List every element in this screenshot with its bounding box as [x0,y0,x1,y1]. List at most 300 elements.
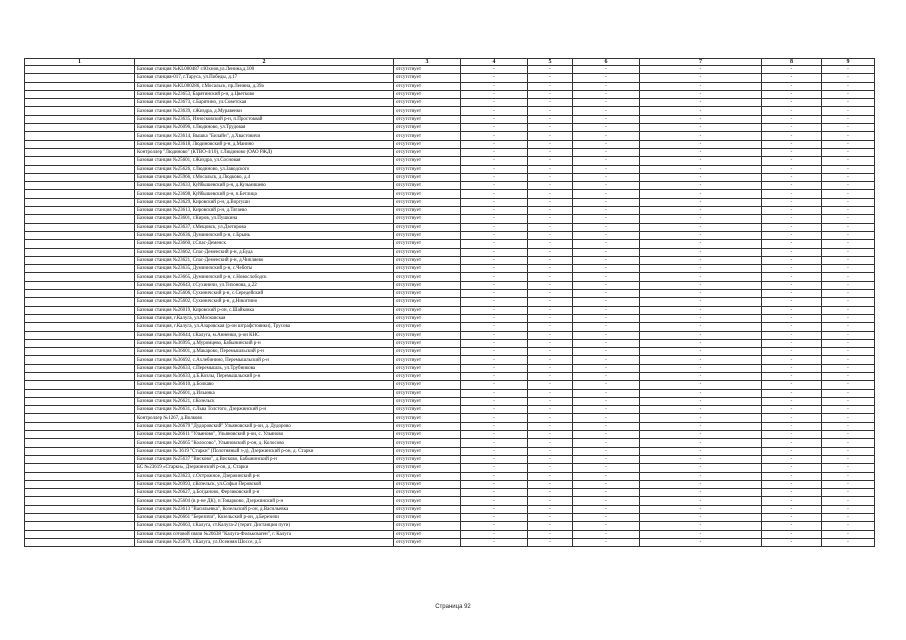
table-cell-col-2: Базовая станция №23618, Людиновский р-н, д.Манино [135,140,394,148]
table-cell-col-5: - [528,240,573,248]
table-cell-col-7: - [640,439,762,447]
table-row [25,124,875,132]
table-row [25,215,875,223]
table-row [25,381,875,389]
table-cell-col-8: - [762,66,822,74]
table-cell-col-7: - [640,455,762,463]
table-cell-col-2: Базовая станция №23660, г.Спас-Деменск [135,240,394,248]
table-cell-col-9: - [822,248,875,256]
table-cell-col-4: - [461,115,528,123]
table-cell-col-5: - [528,389,573,397]
table-cell-col-2: Контроллер "Людиново" (КТВО-4/10), г.Людиново (ОАО РЖД) [135,148,394,156]
table-cell-col-2: Базовая станция №23629, Кировский р-н, д.Воргуши [135,198,394,206]
table-cell-col-9: - [822,381,875,389]
table-cell-col-6: - [573,107,640,115]
table-cell-col-9: - [822,514,875,522]
table-cell-col-1 [25,66,135,74]
column-header-3: 3 [394,59,461,66]
table-cell-col-8: - [762,298,822,306]
table-cell-col-8: - [762,273,822,281]
table-cell-col-5: - [528,514,573,522]
table-cell-col-5: - [528,273,573,281]
table-cell-col-9: - [822,348,875,356]
table-row [25,256,875,264]
table-cell-col-1 [25,497,135,505]
table-cell-col-2: Базовая станция №36633, д.Б.Козлы, Перемышльский р-н [135,372,394,380]
table-cell-col-2: Базовая станция №36601, д.Макарово, Перемышльский р-н [135,348,394,356]
table-row [25,530,875,538]
table-cell-col-5: - [528,323,573,331]
table-cell-col-6: - [573,331,640,339]
table-cell-col-3: отсутствует [394,414,461,422]
column-header-2: 2 [135,59,394,66]
table-row [25,265,875,273]
table-cell-col-6: - [573,414,640,422]
table-cell-col-1 [25,447,135,455]
table-cell-col-4: - [461,124,528,132]
table-cell-col-5: - [528,223,573,231]
table-cell-col-6: - [573,372,640,380]
table-row [25,140,875,148]
table-cell-col-7: - [640,489,762,497]
table-cell-col-4: - [461,406,528,414]
table-cell-col-4: - [461,372,528,380]
table-cell-col-2: Базовая станция №23623, с.Острожное, Дзержинский р-н [135,472,394,480]
table-row [25,132,875,140]
table-cell-col-4: - [461,74,528,82]
table-cell-col-2: Базовая станция №23673, с.Барятино, ул.Советская [135,99,394,107]
table-cell-col-3: отсутствует [394,372,461,380]
table-cell-col-5: - [528,66,573,74]
table-cell-col-6: - [573,306,640,314]
table-cell-col-4: - [461,190,528,198]
table-cell-col-5: - [528,522,573,530]
table-cell-col-1 [25,306,135,314]
table-cell-col-8: - [762,248,822,256]
table-cell-col-9: - [822,439,875,447]
table-cell-col-8: - [762,389,822,397]
table-cell-col-5: - [528,215,573,223]
table-cell-col-3: отсутствует [394,124,461,132]
table-row [25,389,875,397]
table-cell-col-8: - [762,223,822,231]
table-cell-col-4: - [461,472,528,480]
table-cell-col-2: Базовая станция №KL000286, г.Мосальск, пр.Ленина, д.39а [135,82,394,90]
table-cell-col-9: - [822,240,875,248]
table-cell-col-7: - [640,215,762,223]
table-cell-col-7: - [640,140,762,148]
table-cell-col-4: - [461,157,528,165]
table-cell-col-9: - [822,489,875,497]
table-cell-col-9: - [822,281,875,289]
table-cell-col-8: - [762,290,822,298]
table-cell-col-3: отсутствует [394,431,461,439]
table-cell-col-7: - [640,431,762,439]
table-cell-col-9: - [822,314,875,322]
table-cell-col-4: - [461,389,528,397]
table-cell-col-6: - [573,472,640,480]
table-cell-col-4: - [461,82,528,90]
table-cell-col-2: Базовая станция №25637 "Висково", д.Висково, Бабынинский р-н [135,455,394,463]
table-cell-col-1 [25,314,135,322]
table-cell-col-3: отсутствует [394,306,461,314]
table-cell-col-8: - [762,323,822,331]
table-cell-col-9: - [822,223,875,231]
table-cell-col-1 [25,372,135,380]
table-cell-col-4: - [461,356,528,364]
table-cell-col-2: Базовая станция №23633, Куйбышевский р-н, д.Кузьмишево [135,182,394,190]
table-cell-col-8: - [762,381,822,389]
table-cell-col-1 [25,406,135,414]
table-cell-col-1 [25,389,135,397]
table-cell-col-8: - [762,90,822,98]
table-cell-col-5: - [528,497,573,505]
table-cell-col-4: - [461,90,528,98]
table-cell-col-5: - [528,505,573,513]
table-cell-col-2: Базовая станция №26611 "Ульяново", Ульяновский р-он, с. Ульяново [135,431,394,439]
table-cell-col-7: - [640,124,762,132]
table-cell-col-1 [25,198,135,206]
table-row [25,248,875,256]
table-cell-col-8: - [762,455,822,463]
table-cell-col-4: - [461,306,528,314]
table-cell-col-4: - [461,414,528,422]
table-cell-col-1 [25,132,135,140]
table-cell-col-6: - [573,240,640,248]
table-row [25,306,875,314]
table-cell-col-2: Базовая станция №26621, г.Козельск [135,397,394,405]
table-cell-col-5: - [528,115,573,123]
table-cell-col-4: - [461,107,528,115]
table-cell-col-2: Базовая станция №26661 "Березичи", Козельский р-он, д.Березичи [135,514,394,522]
table-cell-col-3: отсутствует [394,314,461,322]
table-cell-col-5: - [528,298,573,306]
table-cell-col-8: - [762,422,822,430]
table-cell-col-1 [25,207,135,215]
table-cell-col-4: - [461,240,528,248]
table-cell-col-1 [25,140,135,148]
table-cell-col-5: - [528,173,573,181]
table-cell-col-1 [25,397,135,405]
table-cell-col-2: Базовая станция сотовой связи №26638 "Калуга-Фольксваген", г. Калуга [135,530,394,538]
table-cell-col-5: - [528,182,573,190]
table-cell-col-1 [25,364,135,372]
table-cell-col-9: - [822,207,875,215]
table-cell-col-3: отсутствует [394,173,461,181]
table-cell-col-3: отсутствует [394,538,461,546]
table-cell-col-8: - [762,190,822,198]
table-cell-col-2: Базовая станция № 3619 "Старки" (Полотняный з-д), Дзержинский р-он, д. Старки [135,447,394,455]
table-cell-col-3: отсутствует [394,298,461,306]
table-cell-col-8: - [762,472,822,480]
table-cell-col-9: - [822,422,875,430]
table-row [25,364,875,372]
table-cell-col-5: - [528,107,573,115]
table-cell-col-2: Базовая станция №26679 "Дудоровский" Ульяновский р-он, д. Дудорово [135,422,394,430]
table-cell-col-9: - [822,480,875,488]
table-cell-col-8: - [762,314,822,322]
table-cell-col-7: - [640,522,762,530]
table-cell-col-9: - [822,389,875,397]
table-row [25,190,875,198]
table-cell-col-6: - [573,157,640,165]
table-cell-col-6: - [573,215,640,223]
table-cell-col-6: - [573,124,640,132]
table-cell-col-8: - [762,198,822,206]
table-row [25,198,875,206]
table-cell-col-5: - [528,190,573,198]
table-cell-col-4: - [461,290,528,298]
table-cell-col-6: - [573,397,640,405]
table-row [25,514,875,522]
table-cell-col-9: - [822,323,875,331]
table-cell-col-8: - [762,464,822,472]
table-cell-col-7: - [640,505,762,513]
table-cell-col-6: - [573,422,640,430]
table-cell-col-5: - [528,198,573,206]
table-row [25,505,875,513]
table-cell-col-9: - [822,157,875,165]
table-cell-col-9: - [822,530,875,538]
table-cell-col-8: - [762,530,822,538]
table-cell-col-2: Базовая станция №26096, г.Людиново, ул.Трудовая [135,124,394,132]
table-row [25,455,875,463]
table-cell-col-8: - [762,431,822,439]
table-row [25,290,875,298]
table-cell-col-1 [25,124,135,132]
table-row [25,281,875,289]
table-cell-col-3: отсутствует [394,132,461,140]
table-cell-col-8: - [762,348,822,356]
table-cell-col-6: - [573,505,640,513]
table-row [25,107,875,115]
table-cell-col-8: - [762,173,822,181]
table-cell-col-6: - [573,381,640,389]
table-cell-col-3: отсутствует [394,348,461,356]
table-cell-col-5: - [528,331,573,339]
table-cell-col-1 [25,439,135,447]
table-cell-col-9: - [822,165,875,173]
table-cell-col-4: - [461,182,528,190]
table-cell-col-8: - [762,240,822,248]
table-cell-col-7: - [640,414,762,422]
table-cell-col-6: - [573,439,640,447]
table-cell-col-8: - [762,356,822,364]
table-cell-col-1 [25,148,135,156]
table-cell-col-7: - [640,331,762,339]
table-cell-col-2: Базовая станция №25679, г.Калуга, ул.Осенняя Шоссе, д.5 [135,538,394,546]
table-cell-col-7: - [640,306,762,314]
table-cell-col-7: - [640,240,762,248]
table-cell-col-4: - [461,348,528,356]
table-cell-col-7: - [640,107,762,115]
table-cell-col-7: - [640,381,762,389]
table-cell-col-7: - [640,290,762,298]
table-cell-col-5: - [528,256,573,264]
table-cell-col-1 [25,522,135,530]
table-cell-col-4: - [461,381,528,389]
column-header-1: 1 [25,59,135,66]
table-cell-col-6: - [573,356,640,364]
table-row [25,356,875,364]
table-cell-col-1 [25,240,135,248]
table-header [25,59,875,66]
page-number: Страница 92 [435,604,471,610]
table-cell-col-3: отсутствует [394,190,461,198]
table-cell-col-3: отсутствует [394,522,461,530]
table-row [25,323,875,331]
table-cell-col-9: - [822,414,875,422]
table-row [25,157,875,165]
table-cell-col-8: - [762,281,822,289]
table-cell-col-8: - [762,414,822,422]
table-cell-col-4: - [461,422,528,430]
table-cell-col-5: - [528,447,573,455]
table-cell-col-3: отсутствует [394,198,461,206]
table-cell-col-9: - [822,115,875,123]
table-cell-col-4: - [461,497,528,505]
table-cell-col-8: - [762,505,822,513]
table-cell-col-4: - [461,140,528,148]
table-cell-col-7: - [640,538,762,546]
table-cell-col-8: - [762,82,822,90]
table-cell-col-9: - [822,397,875,405]
table-cell-col-2: Базовая станция №36644, г.Калуга, м.Анненки, р-он КНС [135,331,394,339]
table-row [25,314,875,322]
table-row [25,231,875,239]
table-cell-col-1 [25,414,135,422]
table-cell-col-3: отсутствует [394,165,461,173]
table-cell-col-9: - [822,190,875,198]
table-row [25,480,875,488]
table-cell-col-1 [25,273,135,281]
table-cell-col-6: - [573,522,640,530]
table-row [25,298,875,306]
table-cell-col-9: - [822,298,875,306]
table-cell-col-5: - [528,397,573,405]
table-row [25,414,875,422]
table-cell-col-2: Базовая станция №25604 (в р-не ДК), п.Товарково, Дзержинский р-н [135,497,394,505]
table-cell-col-7: - [640,165,762,173]
table-cell-col-1 [25,182,135,190]
table-cell-col-5: - [528,348,573,356]
table-cell-col-3: отсутствует [394,505,461,513]
table-cell-col-4: - [461,265,528,273]
table-row [25,348,875,356]
table-cell-col-9: - [822,339,875,347]
table-cell-col-6: - [573,132,640,140]
table-cell-col-5: - [528,82,573,90]
table-cell-col-8: - [762,397,822,405]
table-cell-col-6: - [573,198,640,206]
table-cell-col-7: - [640,323,762,331]
table-cell-col-7: - [640,99,762,107]
table-cell-col-7: - [640,265,762,273]
table-cell-col-1 [25,281,135,289]
table-cell-col-1 [25,381,135,389]
table-cell-col-8: - [762,306,822,314]
table-cell-col-9: - [822,173,875,181]
table-cell-col-9: - [822,431,875,439]
table-cell-col-4: - [461,439,528,447]
table-cell-col-2: Базовая станция №23662, Спас-Деменский р-н, д.Буда [135,248,394,256]
table-cell-col-8: - [762,165,822,173]
table-row [25,273,875,281]
table-cell-col-9: - [822,148,875,156]
table-cell-col-8: - [762,522,822,530]
table-cell-col-6: - [573,165,640,173]
table-cell-col-4: - [461,538,528,546]
table-cell-col-2: Базовая станция №23613, Кировский р-н, д.Тягаево [135,207,394,215]
table-cell-col-6: - [573,182,640,190]
table-cell-col-1 [25,455,135,463]
table-cell-col-7: - [640,339,762,347]
table-cell-col-8: - [762,538,822,546]
table-row [25,439,875,447]
table-cell-col-2: Базовая станция №23613 "Васильевка", Козельский р-он, д.Васильевка [135,505,394,513]
table-cell-col-6: - [573,348,640,356]
table-cell-col-8: - [762,215,822,223]
table-cell-col-7: - [640,397,762,405]
table-cell-col-6: - [573,314,640,322]
table-cell-col-7: - [640,372,762,380]
table-cell-col-7: - [640,464,762,472]
table-cell-col-6: - [573,538,640,546]
table-cell-col-3: отсутствует [394,207,461,215]
table-cell-col-7: - [640,389,762,397]
column-header-6: 6 [573,59,640,66]
table-cell-col-5: - [528,165,573,173]
table-cell-col-6: - [573,298,640,306]
table-cell-col-7: - [640,497,762,505]
table-cell-col-3: отсутствует [394,182,461,190]
column-header-4: 4 [461,59,528,66]
table-row [25,489,875,497]
column-header-9: 9 [822,59,875,66]
table-cell-col-3: отсутствует [394,389,461,397]
table-cell-col-5: - [528,489,573,497]
table-cell-col-7: - [640,82,762,90]
table-cell-col-3: отсутствует [394,66,461,74]
table-row [25,223,875,231]
table-cell-col-2: Базовая станция №26663, г.Калуга, ст.Калуга-2 (терит. Дистанции пути) [135,522,394,530]
table-cell-col-6: - [573,90,640,98]
table-row [25,240,875,248]
table-cell-col-1 [25,464,135,472]
table-cell-col-8: - [762,331,822,339]
table-cell-col-5: - [528,339,573,347]
table-cell-col-7: - [640,514,762,522]
table-cell-col-2: Базовая станция №25606, Сухиничский р-н, с.Середейский [135,290,394,298]
table-cell-col-9: - [822,464,875,472]
table-cell-col-4: - [461,530,528,538]
table-cell-col-4: - [461,314,528,322]
table-cell-col-7: - [640,314,762,322]
table-row [25,173,875,181]
table-cell-col-4: - [461,464,528,472]
table-cell-col-1 [25,298,135,306]
table-cell-col-2: Базовая станция №26019, Кировский р-он, с.Шайковка [135,306,394,314]
table-cell-col-6: - [573,389,640,397]
table-cell-col-4: - [461,331,528,339]
table-row [25,397,875,405]
table-cell-col-3: отсутствует [394,74,461,82]
table-cell-col-2: Контроллер №1267, д.Волково [135,414,394,422]
table-cell-col-3: отсутствует [394,140,461,148]
table-cell-col-4: - [461,215,528,223]
table-row [25,82,875,90]
table-cell-col-8: - [762,157,822,165]
